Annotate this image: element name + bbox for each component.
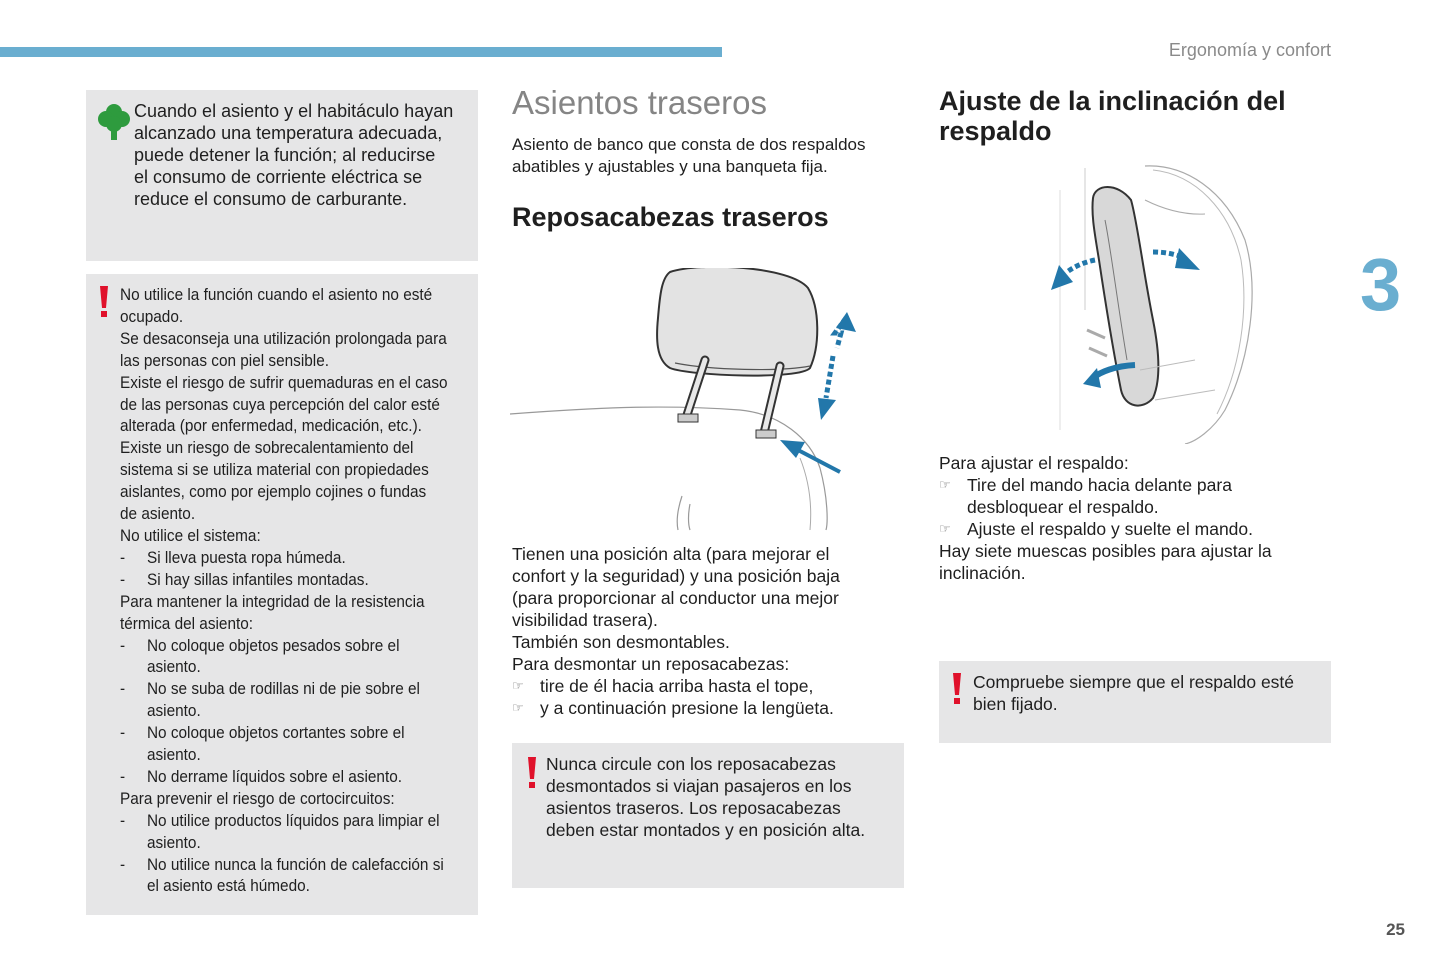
warning-bullet: - No coloque objetos cortantes sobre el [120, 723, 473, 745]
warning-line: Existe un riesgo de sobrecalentamiento del [120, 439, 414, 458]
pointing-hand-icon: ☞ [512, 678, 524, 693]
warning-bullet-cont: asiento. [146, 658, 201, 677]
step-text: Ajuste el respaldo y suelte el mando. [967, 519, 1253, 539]
seat-recline-illustration [1045, 160, 1255, 444]
headrest-illustration [510, 268, 870, 536]
warning-line: térmica del asiento: [120, 614, 254, 633]
recline-warning-text: Compruebe siempre que el respaldo esté bien fijado. [973, 672, 1295, 714]
warning-line: Se desaconseja una utilización prolongada para [120, 329, 447, 348]
warning-bullet: - Si lleva puesta ropa húmeda. [120, 548, 473, 570]
step-text: y a continuación presione la lengüeta. [540, 698, 834, 718]
warning-line: alterada (por enfermedad, medicación, etc.). [120, 417, 422, 436]
tree-icon [98, 102, 130, 142]
rear-seats-intro: Asiento de banco que consta de dos respaldos abatibles y ajustables y una banqueta fija. [512, 135, 866, 176]
list-item [939, 518, 1331, 540]
step-text: Tire del mando hacia delante para desbloquear el respaldo. [967, 475, 1232, 517]
warning-line: las personas con piel sensible. [120, 351, 329, 370]
warning-line: Para prevenir el riesgo de cortocircuitos: [120, 789, 395, 808]
exclamation-icon [951, 673, 963, 705]
heating-warning-box [86, 274, 478, 915]
headrests-heading: Reposacabezas traseros [512, 202, 829, 232]
headrest-removal-steps [512, 675, 912, 719]
warning-line: de las personas cuya percepción del calor esté [120, 395, 440, 414]
recline-note: Hay siete muescas posibles para ajustar la inclinación. [939, 541, 1272, 583]
warning-bullet: - No utilice nunca la función de calefacción si [120, 855, 473, 877]
warning-line: aislantes, como por ejemplo cojines o fundas [120, 483, 427, 502]
rear-seats-heading: Asientos traseros [512, 84, 767, 121]
warning-bullet-cont: el asiento está húmedo. [146, 877, 310, 896]
eco-note-text: Cuando el asiento y el habitáculo hayan alcanzado una temperatura adecuada, puede detener la función; al reducirse el consumo de corriente eléctrica se reduce el consumo de carburante. [134, 101, 454, 209]
warning-line: No utilice la función cuando el asiento no esté [120, 286, 433, 304]
warning-line: Existe el riesgo de sufrir quemaduras en el caso [120, 373, 448, 392]
warning-bullet: - No derrame líquidos sobre el asiento. [120, 767, 473, 789]
recline-steps [939, 474, 1331, 540]
exclamation-icon [98, 286, 110, 318]
warning-line: sistema si se utiliza material con propiedades [120, 461, 429, 480]
headrest-warning-text: Nunca circule con los reposacabezas desmontados si viajan pasajeros en los asientos traseros. Los reposacabezas deben estar montados y en posición alta. [546, 754, 866, 840]
exclamation-icon [526, 757, 538, 789]
warning-bullet: - Si hay sillas infantiles montadas. [120, 570, 473, 592]
recline-intro: Para ajustar el respaldo: [939, 453, 1129, 473]
warning-bullet-cont: asiento. [146, 746, 201, 765]
step-text: tire de él hacia arriba hasta el tope, [540, 676, 814, 696]
warning-bullet: - No se suba de rodillas ni de pie sobre el [120, 679, 473, 701]
recline-heading: Ajuste de la inclinación del respaldo [939, 86, 1286, 146]
heating-warning-list [120, 285, 473, 898]
section-title: Ergonomía y confort [1168, 40, 1331, 60]
list-item [512, 675, 912, 697]
warning-line: ocupado. [120, 307, 184, 326]
pointing-hand-icon: ☞ [939, 521, 951, 536]
warning-bullet-cont: asiento. [146, 702, 201, 721]
warning-line: No utilice el sistema: [120, 526, 261, 545]
warning-line: de asiento. [120, 505, 196, 524]
eco-note-box [86, 90, 478, 261]
warning-bullet: - No utilice productos líquidos para limpiar el [120, 811, 473, 833]
page-number: 25 [1386, 920, 1405, 939]
chapter-number: 3 [1360, 243, 1402, 326]
warning-bullet: - No coloque objetos pesados sobre el [120, 636, 473, 658]
headrests-body: Tienen una posición alta (para mejorar el confort y la seguridad) y una posición baja (para proporcionar al conductor una mejor visibilidad trasera). También son desmontables. Para desmontar un reposacabezas: [512, 544, 840, 674]
list-item [512, 697, 912, 719]
pointing-hand-icon: ☞ [939, 477, 951, 492]
list-item [939, 474, 1331, 518]
header-accent-bar [0, 47, 722, 57]
warning-bullet-cont: asiento. [146, 833, 201, 852]
headrest-warning-box [512, 743, 904, 888]
warning-line: Para mantener la integridad de la resistencia [120, 592, 425, 611]
recline-warning-box [939, 661, 1331, 743]
pointing-hand-icon: ☞ [512, 700, 524, 715]
